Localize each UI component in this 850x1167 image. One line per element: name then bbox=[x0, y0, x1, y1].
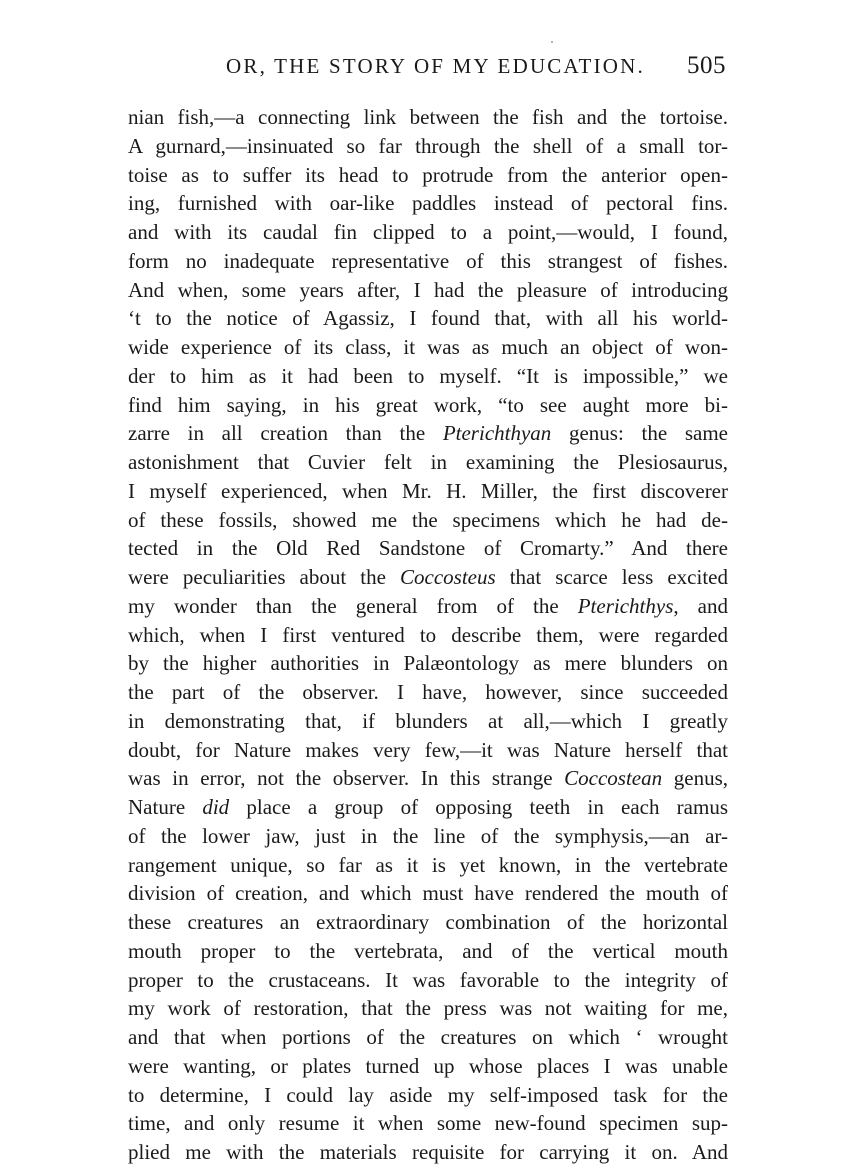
text-run: zarre in all creation than the bbox=[128, 421, 443, 446]
text-line bbox=[128, 362, 728, 391]
text-run: genus: the same bbox=[551, 421, 728, 446]
text-line bbox=[128, 994, 728, 1023]
text-line bbox=[128, 103, 728, 132]
text-line bbox=[128, 851, 728, 880]
text-line bbox=[128, 822, 728, 851]
italic-term: Coccostean bbox=[564, 766, 663, 791]
text-line bbox=[128, 678, 728, 707]
italic-term: did bbox=[202, 795, 230, 819]
italic-term: Pterichthyan bbox=[442, 421, 552, 446]
italic-term: Pterichthys bbox=[577, 593, 674, 618]
text-line bbox=[128, 419, 728, 448]
text-run: toise as to suffer its head to protrude from the anterior open- bbox=[128, 162, 728, 187]
running-title: OR, THE STORY OF MY EDUCATION. bbox=[226, 54, 645, 78]
text-run: I myself experienced, when Mr. H. Miller, the first discoverer bbox=[128, 478, 728, 503]
text-run: to determine, I could lay aside my self-imposed task for the bbox=[128, 1082, 728, 1107]
body-text bbox=[128, 103, 728, 1167]
text-run: time, and only resume it when some new-found specimen sup- bbox=[128, 1111, 728, 1136]
text-run: , and bbox=[673, 593, 728, 618]
text-line bbox=[128, 391, 728, 420]
text-line bbox=[128, 1109, 728, 1138]
text-run: of these fossils, showed me the specimens which he had de- bbox=[128, 507, 728, 532]
text-run: find him saying, in his great work, “to see aught more bi- bbox=[128, 392, 728, 417]
text-line bbox=[128, 189, 728, 218]
text-line bbox=[128, 247, 728, 276]
text-line bbox=[128, 966, 728, 995]
text-line bbox=[128, 304, 728, 333]
text-line bbox=[128, 333, 728, 362]
text-line bbox=[128, 621, 728, 650]
text-run: doubt, for Nature makes very few,—it was Nature herself that bbox=[128, 737, 728, 762]
text-run: my work of restoration, that the press was not waiting for me, bbox=[128, 996, 728, 1021]
text-line bbox=[128, 448, 728, 477]
text-line bbox=[128, 649, 728, 678]
text-line bbox=[128, 1138, 728, 1167]
text-run: my wonder than the general from of the bbox=[128, 593, 578, 618]
text-run: Nature bbox=[128, 795, 203, 819]
text-run: in demonstrating that, if blunders at all,—which I greatly bbox=[128, 708, 728, 733]
page-number: 505 bbox=[687, 52, 726, 79]
text-line bbox=[128, 1052, 728, 1081]
text-run: mouth proper to the vertebrata, and of the vertical mouth bbox=[128, 938, 728, 963]
text-run: proper to the crustaceans. It was favorable to the integrity of bbox=[128, 967, 728, 992]
ink-speck bbox=[551, 41, 553, 43]
text-run: ‘t to the notice of Agassiz, I found that, with all his world- bbox=[128, 306, 728, 331]
text-run: genus, bbox=[662, 766, 728, 791]
text-line bbox=[128, 161, 728, 190]
text-run: by the higher authorities in Palæontology as mere blunders on bbox=[128, 651, 728, 676]
text-line bbox=[128, 506, 728, 535]
text-run: ing, furnished with oar-like paddles instead of pectoral fins. bbox=[128, 191, 728, 216]
text-line bbox=[128, 707, 728, 736]
text-line bbox=[128, 879, 728, 908]
text-run: wide experience of its class, it was as much an object of won- bbox=[128, 335, 728, 359]
text-line bbox=[128, 764, 728, 793]
text-run: of the lower jaw, just in the line of the symphysis,—an ar- bbox=[128, 823, 728, 848]
text-line bbox=[128, 592, 728, 621]
text-run: nian fish,—a connecting link between the fish and the tortoise. bbox=[128, 105, 728, 129]
text-line bbox=[128, 1023, 728, 1052]
text-run: division of creation, and which must have rendered the mouth of bbox=[128, 881, 728, 906]
text-line bbox=[128, 218, 728, 247]
text-line bbox=[128, 132, 728, 161]
italic-term: Coccosteus bbox=[400, 565, 496, 589]
text-line bbox=[128, 937, 728, 966]
text-line bbox=[128, 793, 728, 822]
text-line bbox=[128, 563, 728, 592]
text-run: these creatures an extraordinary combination of the horizontal bbox=[128, 910, 728, 934]
text-line bbox=[128, 1081, 728, 1110]
text-run: were wanting, or plates turned up whose places I was unable bbox=[128, 1053, 728, 1078]
text-line bbox=[128, 908, 728, 937]
text-line bbox=[128, 534, 728, 563]
text-run: plied me with the materials requisite for carrying it on. And bbox=[128, 1140, 728, 1164]
text-run: and with its caudal fin clipped to a point,—would, I found, bbox=[128, 220, 728, 244]
text-run: A gurnard,—insinuated so far through the shell of a small tor- bbox=[128, 133, 728, 158]
text-run: tected in the Old Red Sandstone of Cromarty.” And there bbox=[128, 536, 728, 561]
text-run: And when, some years after, I had the pleasure of introducing bbox=[128, 277, 728, 302]
running-head bbox=[128, 52, 726, 84]
text-line bbox=[128, 477, 728, 506]
text-line bbox=[128, 736, 728, 765]
text-line bbox=[128, 276, 728, 305]
text-run: which, when I first ventured to describe them, were regarded bbox=[128, 622, 728, 647]
text-run: were peculiarities about the bbox=[128, 565, 400, 589]
text-run: rangement unique, so far as it is yet known, in the vertebrate bbox=[128, 852, 728, 877]
text-run: der to him as it had been to myself. “It is impossible,” we bbox=[128, 363, 728, 388]
text-run: that scarce less excited bbox=[495, 565, 728, 589]
text-run: form no inadequate representative of this strangest of fishes. bbox=[128, 248, 728, 273]
text-run: astonishment that Cuvier felt in examining the Plesiosaurus, bbox=[128, 450, 728, 474]
text-run: place a group of opposing teeth in each ramus bbox=[229, 795, 728, 819]
text-run: was in error, not the observer. In this strange bbox=[128, 766, 565, 791]
text-run: and that when portions of the creatures on which ‘ wrought bbox=[128, 1025, 728, 1049]
text-run: the part of the observer. I have, however, since succeeded bbox=[128, 680, 728, 704]
